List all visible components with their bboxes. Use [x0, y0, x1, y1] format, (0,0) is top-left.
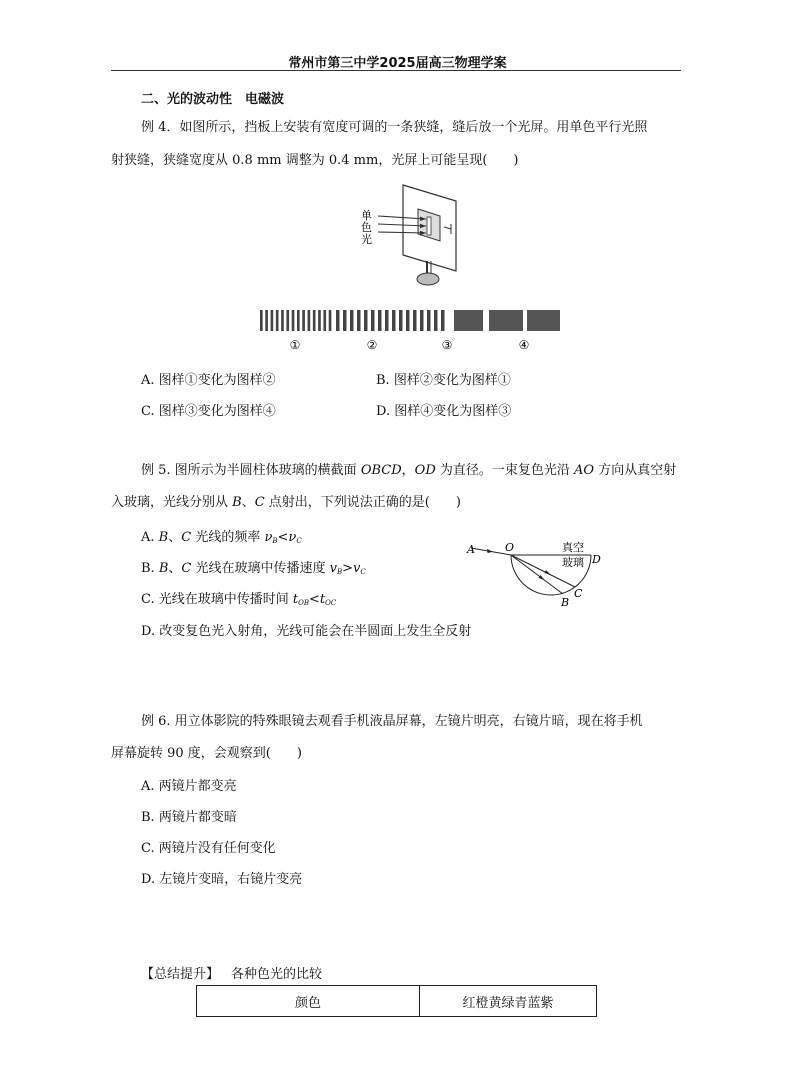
figure-label-char-3: 光	[361, 233, 372, 246]
diagram-label-a: A	[467, 543, 475, 556]
slit-apparatus-figure	[356, 183, 466, 293]
fringe-stripe	[286, 310, 289, 331]
pattern-label-2: ②	[366, 338, 378, 352]
summary-tag: 【总结提升】	[141, 967, 220, 982]
diagram-label-d: D	[592, 553, 601, 566]
fringe-stripe	[392, 310, 396, 331]
pattern-1	[260, 310, 331, 331]
fringe-stripe	[371, 310, 375, 331]
fringe-stripe	[281, 310, 284, 331]
pattern-label-4: ④	[518, 338, 530, 352]
diagram-label-o: O	[505, 541, 515, 554]
fringe-stripe	[441, 310, 445, 331]
semicircle-glass-diagram	[465, 538, 613, 610]
pattern-4-stripe-2	[527, 310, 560, 331]
example5-option-a[interactable]: A. B、C 光线的频率 $\nu_B<\nu_C$	[141, 530, 302, 545]
fringe-stripe	[302, 310, 305, 331]
page-header-title: 常州市第三中学2025届高三物理学案	[288, 56, 507, 71]
table-row	[197, 986, 597, 1017]
example5-option-c[interactable]: C. 光线在玻璃中传播时间 $t_{OB}<t_{OC}$	[141, 592, 337, 607]
example4-option-a[interactable]: A. 图样①变化为图样②	[141, 373, 276, 388]
fringe-stripe	[260, 310, 263, 331]
fringe-stripe	[329, 310, 332, 331]
fringe-stripe	[364, 310, 368, 331]
diagram-label-vacuum: 真空	[562, 541, 584, 554]
fringe-stripe	[265, 310, 268, 331]
color-comparison-table	[196, 985, 597, 1017]
fringe-stripe	[385, 310, 389, 331]
fringe-stripe	[413, 310, 417, 331]
fringe-stripe	[297, 310, 300, 331]
fringe-stripe	[343, 310, 347, 331]
fringe-stripe	[350, 310, 354, 331]
example5-line1: 例 5. 图所示为半圆柱体玻璃的横截面 OBCD，OD 为直径。一束复色光沿 AO 方向从真空射	[141, 463, 677, 478]
section-title: 二、光的波动性 电磁波	[141, 92, 285, 107]
example4-option-d[interactable]: D. 图样④变化为图样③	[376, 404, 512, 419]
fringe-stripe	[427, 310, 431, 331]
pattern-3-stripe-1	[454, 310, 483, 331]
diagram-label-b: B	[561, 596, 570, 609]
pattern-label-3: ③	[441, 338, 453, 352]
summary-title: 各种色光的比较	[231, 967, 323, 982]
pattern-4-stripe-1	[489, 310, 523, 331]
fringe-stripe	[399, 310, 403, 331]
example4-option-c[interactable]: C. 图样③变化为图样④	[141, 404, 276, 419]
diagram-label-glass: 玻璃	[562, 556, 584, 569]
example5-option-b[interactable]: B. B、C 光线在玻璃中传播速度 $v_B>v_C$	[141, 561, 366, 576]
diagram-label-c: C	[574, 587, 583, 600]
fringe-stripe	[336, 310, 340, 331]
diffraction-patterns-figure	[258, 309, 562, 355]
fringe-stripe	[378, 310, 382, 331]
example5-line2: 入玻璃，光线分别从 B、C 点射出，下列说法正确的是( )	[111, 495, 461, 510]
fringe-stripe	[308, 310, 311, 331]
fringe-stripe	[276, 310, 279, 331]
figure-label-char-1: 单	[361, 209, 372, 222]
fringe-stripe	[434, 310, 438, 331]
header-divider	[111, 70, 681, 71]
example6-option-a[interactable]: A. 两镜片都变亮	[141, 779, 237, 794]
example6-line1: 例 6. 用立体影院的特殊眼镜去观看手机液晶屏幕，左镜片明亮，右镜片暗，现在将手机	[141, 714, 643, 729]
example6-line2: 屏幕旋转 90 度，会观察到( )	[111, 746, 302, 761]
fringe-stripe	[313, 310, 316, 331]
pattern-2	[336, 310, 445, 331]
figure-label-char-2: 色	[361, 221, 372, 234]
example6-option-d[interactable]: D. 左镜片变暗，右镜片变亮	[141, 872, 303, 887]
pattern-label-1: ①	[289, 338, 301, 352]
fringe-stripe	[292, 310, 295, 331]
example5-option-d[interactable]: D. 改变复色光入射角，光线可能会在半圆面上发生全反射	[141, 624, 472, 639]
summary-heading	[141, 963, 322, 982]
example4-option-b[interactable]: B. 图样②变化为图样①	[376, 373, 511, 388]
fringe-stripe	[420, 310, 424, 331]
table-cell-color-header: 颜色	[197, 986, 420, 1017]
example4-line1: 例 4．如图所示，挡板上安装有宽度可调的一条狭缝，缝后放一个光屏。用单色平行光照	[141, 120, 648, 135]
fringe-stripe	[406, 310, 410, 331]
example6-option-b[interactable]: B. 两镜片都变暗	[141, 810, 237, 825]
table-cell-color-list: 红橙黄绿青蓝紫	[420, 986, 597, 1017]
fringe-stripe	[323, 310, 326, 331]
fringe-stripe	[357, 310, 361, 331]
fringe-stripe	[271, 310, 274, 331]
fringe-stripe	[318, 310, 321, 331]
example6-option-c[interactable]: C. 两镜片没有任何变化	[141, 841, 276, 856]
example4-line2: 射狭缝，狭缝宽度从 0.8 mm 调整为 0.4 mm，光屏上可能呈现( )	[111, 153, 519, 168]
